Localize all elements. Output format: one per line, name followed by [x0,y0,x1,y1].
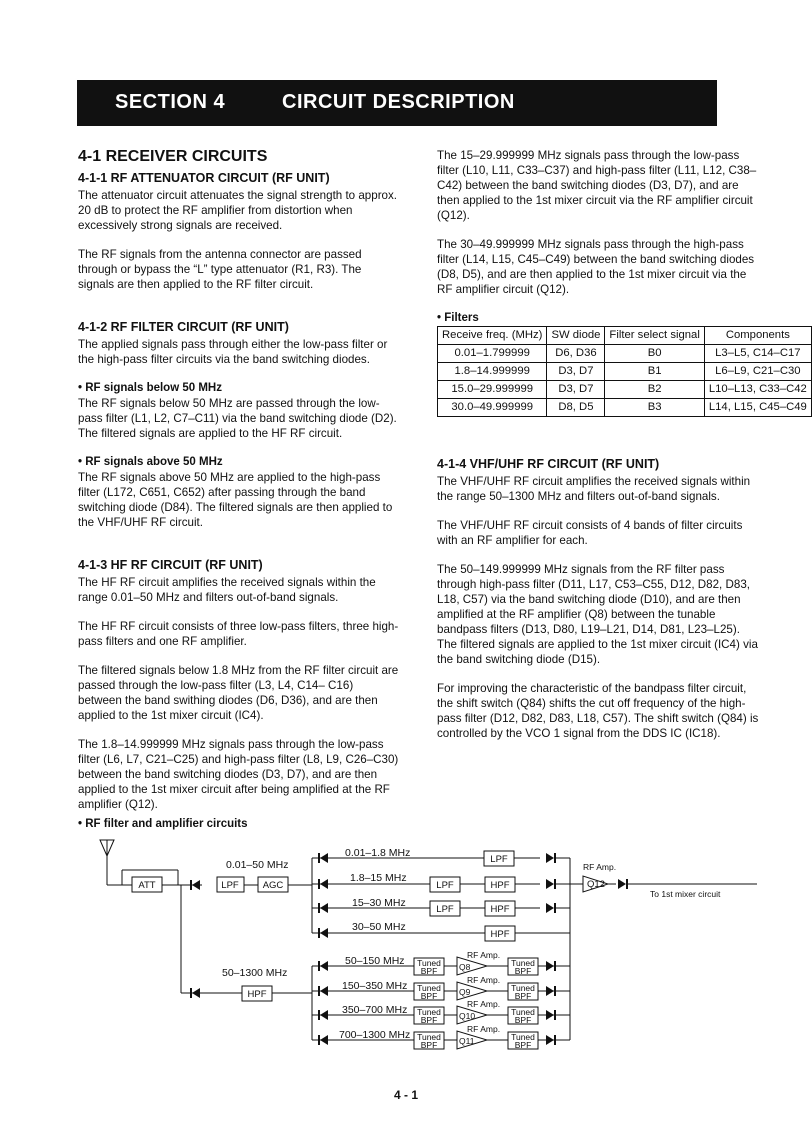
table-cell: D3, D7 [547,381,605,399]
table-header: SW diode [547,327,605,345]
tuned-label: Tuned [511,1007,535,1017]
table-cell: 0.01–1.799999 [438,345,547,363]
lpf-label: LPF [436,880,454,891]
hpf-label: HPF [490,880,510,891]
q-label: Q8 [459,962,471,972]
hpf-label: HPF [490,929,510,940]
table-cell: B1 [605,363,704,381]
bullet-above-50: • RF signals above 50 MHz [78,456,223,468]
para-412: The applied signals pass through either the low-pass filter or the high-pass filter circuits via the band switching diodes. [78,338,388,366]
para-15-30: The 15–29.999999 MHz signals pass through the low-pass filter (L10, L11, C33–C37) and high-pass filter (L11, L12, C38–C42) between the band switching diodes (D3, D7), and are then applied to the 1st mixer circuit via the RF amplifier circuit (Q12). [437,149,757,222]
tuned-label: Tuned [417,1032,441,1042]
hpf-label: HPF [490,904,510,915]
para-413a: The HF RF circuit amplifies the received signals within the range 0.01–50 MHz and filters out-of-band signals. [78,576,376,604]
hpf-label: HPF [247,989,267,1000]
bpf-label: BPF [420,1040,438,1050]
heading-413: 4-1-3 HF RF CIRCUIT (RF UNIT) [78,558,263,572]
q-label: Q10 [459,1011,476,1021]
para-413b: The HF RF circuit consists of three low-pass filters, three high-pass filters and one RF amplifier. [78,620,399,648]
heading-412: 4-1-2 RF FILTER CIRCUIT (RF UNIT) [78,320,289,334]
att-label: ATT [138,880,156,891]
section-number: SECTION 4 [115,91,226,113]
tuned-label: Tuned [417,983,441,993]
section-title: CIRCUIT DESCRIPTION [282,91,515,113]
table-cell: L14, L15, C45–C49 [704,399,811,417]
bpf-label: BPF [420,1015,438,1025]
diagram-title: • RF filter and amplifier circuits [78,818,248,830]
rf-amp-label: RF Amp. [467,950,501,960]
lpf-label: LPF [221,880,239,891]
bpf-label: BPF [514,1040,532,1050]
para-414d: For improving the characteristic of the bandpass filter circuit, the shift switch (Q84) shifts the cut off frequency of the high-pass filter (D12, D82, D83, L18, C57). The shift switch (Q84) is controlled by the VCO 1 signal from the DDS IC (IC18). [437,682,759,740]
tuned-label: Tuned [511,983,535,993]
band-label: 150–350 MHz [342,980,408,992]
range-hf-label: 0.01–50 MHz [226,859,289,871]
table-cell: B2 [605,381,704,399]
table-cell: L3–L5, C14–C17 [704,345,811,363]
to-mixer-label: To 1st mixer circuit [650,889,721,899]
table-cell: D3, D7 [547,363,605,381]
table-cell: B0 [605,345,704,363]
rf-amp-label: RF Amp. [467,1024,501,1034]
table-cell: D6, D36 [547,345,605,363]
page-number: 4 - 1 [394,1088,419,1102]
rf-amp-label: RF Amp. [467,975,501,985]
table-header: Components [704,327,811,345]
bpf-label: BPF [420,991,438,1001]
table-cell: D8, D5 [547,399,605,417]
q-label: Q11 [459,1036,475,1046]
bpf-label: BPF [420,966,438,976]
filters-title: • Filters [437,312,479,324]
rf-amp-label: RF Amp. [583,862,617,872]
lpf-label: LPF [436,904,454,915]
para-414a: The VHF/UHF RF circuit amplifies the received signals within the range 50–1300 MHz and filters out-of-band signals. [437,475,751,503]
table-header: Receive freq. (MHz) [438,327,547,345]
bullet-below-50: • RF signals below 50 MHz [78,382,222,394]
table-header: Filter select signal [605,327,704,345]
heading-411: 4-1-1 RF ATTENUATOR CIRCUIT (RF UNIT) [78,171,330,185]
heading-414: 4-1-4 VHF/UHF RF CIRCUIT (RF UNIT) [437,457,660,471]
band-label: 700–1300 MHz [339,1029,411,1041]
band-label: 0.01–1.8 MHz [345,847,411,859]
table-cell: 15.0–29.999999 [438,381,547,399]
band-label: 350–700 MHz [342,1004,408,1016]
para-414c: The 50–149.999999 MHz signals from the RF filter pass through high-pass filter (D11, L17, C53–C55, D12, D82, D83, L18, C57) via the band switching diode (D10), and are then amplified at the RF amplifier (Q8) between the tunable bandpass filters (D13, D80, L19–L21, D14, D81, L23–L25). The filtered signals are applied to the 1st mixer circuit (IC4) via the band switching diode (D15). [437,563,758,666]
para-below-50: The RF signals below 50 MHz are passed through the low-pass filter (L1, L2, C7–C11) via the band switching diode (D2). The filtered signals are applied to the HF RF circuit. [78,397,397,440]
band-label: 1.8–15 MHz [350,872,407,884]
agc-label: AGC [262,880,284,891]
q12-label: Q12 [587,879,605,890]
bpf-label: BPF [514,966,532,976]
range-vu-label: 50–1300 MHz [222,967,288,979]
band-label: 15–30 MHz [352,897,406,909]
para-413c: The filtered signals below 1.8 MHz from the RF filter circuit are passed through the low-pass filter (L3, L4, C14– C16) between the band swithing diodes (D6, D36), and are then applied to the 1st mixer circuit (IC4). [78,664,399,722]
q-label: Q9 [459,987,471,997]
bpf-label: BPF [514,991,532,1001]
tuned-label: Tuned [417,958,441,968]
lpf-label: LPF [490,854,508,865]
para-30-50: The 30–49.999999 MHz signals pass through the high-pass filter (L14, L15, C45–C49) between the band switching diodes (D8, D5), and are then applied to the 1st mixer circuit via the RF amplifier circuit (Q12). [437,238,755,296]
para-414b: The VHF/UHF RF circuit consists of 4 bands of filter circuits with an RF amplifier for each. [437,519,743,547]
para-413d: The 1.8–14.999999 MHz signals pass through the low-pass filter (L6, L7, C21–C25) and high-pass filter (L8, L9, C26–C30) between the band switching diodes (D3, D7), and are then applied to the 1st mixer circuit after being amplified at the RF amplifier (Q12). [78,738,399,811]
table-cell: L6–L9, C21–C30 [704,363,811,381]
band-label: 50–150 MHz [345,955,405,967]
bpf-label: BPF [514,1015,532,1025]
table-cell: 30.0–49.999999 [438,399,547,417]
heading-receiver-circuits: 4-1 RECEIVER CIRCUITS [78,148,268,165]
tuned-label: Tuned [417,1007,441,1017]
rf-amp-label: RF Amp. [467,999,501,1009]
table-cell: 1.8–14.999999 [438,363,547,381]
para-411b: The RF signals from the antenna connector are passed through or bypass the “L” type attenuator (R1, R3). The signals are then applied to the RF filter circuit. [78,248,362,291]
para-above-50: The RF signals above 50 MHz are applied to the high-pass filter (L172, C651, C652) after passing through the band switching diode (D84). The filtered signals are then applied to the VHF/UHF RF circuit. [78,471,393,529]
table-cell: L10–L13, C33–C42 [704,381,811,399]
band-label: 30–50 MHz [352,921,406,933]
tuned-label: Tuned [511,1032,535,1042]
table-cell: B3 [605,399,704,417]
tuned-label: Tuned [511,958,535,968]
para-411a: The attenuator circuit attenuates the signal strength to approx. 20 dB to protect the RF amplifier from distortion when excessively strong signals are received. [78,189,398,232]
